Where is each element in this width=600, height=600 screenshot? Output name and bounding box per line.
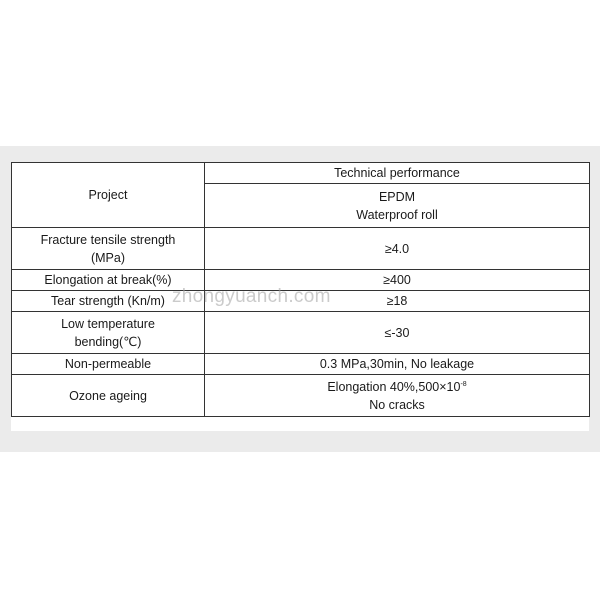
- row-property: Ozone ageing: [12, 375, 205, 417]
- table-row: [12, 354, 590, 375]
- row-property: Tear strength (Kn/m): [12, 291, 205, 312]
- row-value-line1-text: Elongation 40%,500×10: [327, 379, 461, 394]
- row-property: [12, 312, 205, 354]
- row-property-line2: (MPa): [90, 250, 126, 265]
- header-technical-performance: Technical performance: [205, 163, 590, 184]
- row-value-line1: [209, 378, 585, 396]
- row-value: ≥18: [205, 291, 590, 312]
- row-value: 0.3 MPa,30min, No leakage: [205, 354, 590, 375]
- row-value-exponent: -8: [460, 380, 467, 388]
- header-product: [205, 184, 590, 228]
- header-product-line1: EPDM: [378, 189, 416, 204]
- row-property-line1: Low temperature: [61, 316, 155, 331]
- table-row: [12, 375, 590, 417]
- row-property: Elongation at break(%): [12, 270, 205, 291]
- row-value: [205, 375, 590, 417]
- row-value-line2: No cracks: [369, 397, 425, 412]
- row-property-line2: bending(℃): [74, 334, 142, 349]
- header-product-line2: Waterproof roll: [356, 207, 438, 222]
- row-property-line1: Fracture tensile strength: [40, 232, 176, 247]
- row-value: ≥400: [205, 270, 590, 291]
- table-row: [12, 312, 590, 354]
- row-property: Non-permeable: [12, 354, 205, 375]
- table-row: [12, 228, 590, 270]
- row-value: ≤-30: [205, 312, 590, 354]
- header-project: Project: [12, 163, 205, 228]
- watermark: zhongyuanch.com: [172, 286, 331, 307]
- table-header-row: [12, 163, 590, 184]
- row-property: [12, 228, 205, 270]
- row-value: ≥4.0: [205, 228, 590, 270]
